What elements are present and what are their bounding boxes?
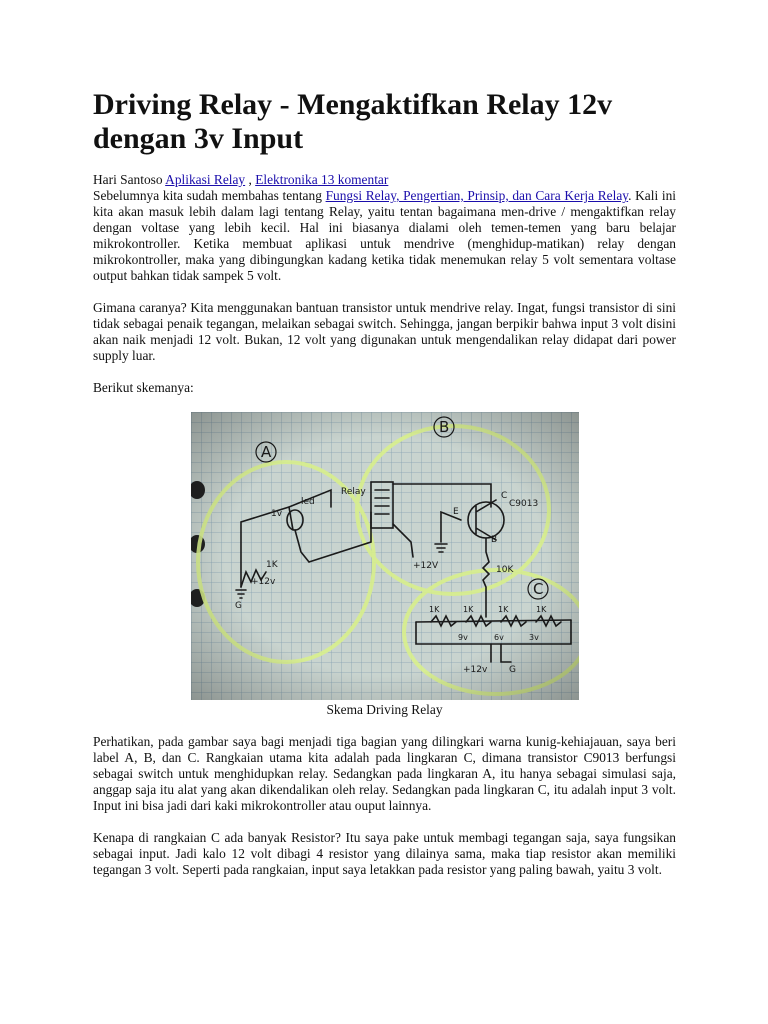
paragraph-intro <box>93 188 676 284</box>
schematic-photo <box>191 412 579 700</box>
figure-caption: Skema Driving Relay <box>326 702 443 717</box>
article-meta <box>93 172 676 188</box>
intro-text-b: . Kali ini kita akan masuk lebih dalam lagi tentang Relay, yaitu tentan bagaimana men-drive / mengaktifkan relay dengan voltase yang lebih kecil. Hal ini biasanya dialami oleh temen-temen yang baru belajar mikrokontroller. Ketika membuat aplikasi untuk mendrive (menghidup-matikan) relay dengan mikrokontroller, maka yang dibingungkan kadang ketika tidak menemukan relay 5 volt sementara voltase output bahkan tidak sampek 5 volt. <box>93 188 676 283</box>
category-link-elektronika[interactable] <box>255 172 388 187</box>
article <box>93 88 676 878</box>
paragraph-skema-intro: Berikut skemanya: <box>93 380 194 395</box>
category-label: Elektronika <box>255 172 318 187</box>
paragraph-caranya: Gimana caranya? Kita menggunakan bantuan transistor untuk mendrive relay. Ingat, fungsi transistor di sini tidak sebagai penaik tegangan, melaikan sebagai switch. Sehingga, jangan berpikir bahwa input 3 volt disini akan naik menjadi 12 volt. Bukan, 12 volt yang digunakan untuk mengendalikan relay didapat dari power supply luar. <box>93 300 676 363</box>
category-separator: , <box>245 172 256 187</box>
paragraph-kenapa: Kenapa di rangkaian C ada banyak Resistor? Itu saya pake untuk membagi tegangan saja, saya fungsikan sebagai input. Jadi kalo 12 volt dibagi 4 resistor yang dilainya sama, maka tiap resistor akan memiliki tegangan 3 volt. Seperti pada rangkaian, input saya letakkan pada resistor yang paling bawah, yaitu 3 volt. <box>93 830 676 877</box>
intro-text-a: Sebelumnya kita sudah membahas tentang <box>93 188 326 203</box>
schematic-drawing <box>191 412 579 700</box>
category-link-aplikasi-relay[interactable]: Aplikasi Relay <box>165 172 246 187</box>
fungsi-relay-link[interactable]: Fungsi Relay, Pengertian, Prinsip, dan Cara Kerja Relay <box>325 188 629 203</box>
paragraph-perhatikan: Perhatikan, pada gambar saya bagi menjadi tiga bagian yang dilingkari warna kunig-kehiajauan, saya beri label A, B, dan C. Rangkaian utama kita adalah pada lingkaran C, dimana transistor C9013 berfungsi sebagai switch untuk menghidupkan relay. Sedangkan pada lingkaran A, itu hanya sebagai simulasi saja, anggap saja itu alat yang akan dikendalikan oleh relay. Sedangkan pada lingkaran C, itu adalah input 3 volt. Input ini bisa jadi dari kaki mikrokontroller atau ouput lainnya. <box>93 734 676 813</box>
comments-count: 13 komentar <box>321 172 389 187</box>
author-name: Hari Santoso <box>93 172 163 187</box>
photo-vignette <box>191 412 579 700</box>
article-title: Driving Relay - Mengaktifkan Relay 12v dengan 3v Input <box>93 88 613 155</box>
